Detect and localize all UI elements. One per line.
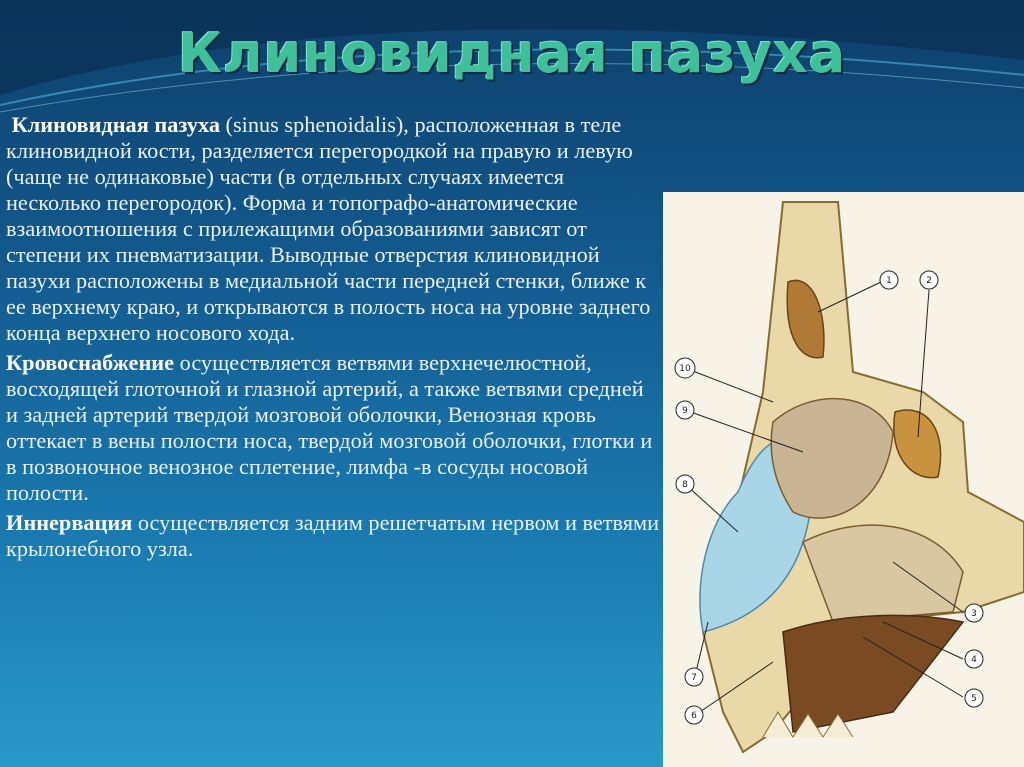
label-7: 7 bbox=[691, 673, 697, 683]
anatomy-illustration bbox=[663, 192, 1024, 767]
label-1: 1 bbox=[886, 276, 892, 286]
paragraph-sinus bbox=[6, 112, 661, 346]
label-8: 8 bbox=[682, 480, 688, 490]
slide-title: Клиновидная пазуха bbox=[177, 22, 847, 85]
label-2: 2 bbox=[926, 276, 932, 286]
label-6: 6 bbox=[691, 711, 697, 721]
label-8-marker bbox=[676, 475, 694, 493]
label-5-marker bbox=[965, 689, 983, 707]
label-10: 10 bbox=[679, 364, 691, 374]
label-1-marker bbox=[880, 271, 898, 289]
body-text bbox=[6, 112, 661, 566]
label-2-marker bbox=[920, 271, 938, 289]
paragraph-innervation-body: осуществляется задним решетчатым нервом и ветвями крылонебного узла. bbox=[6, 510, 660, 561]
term-blood-supply: Кровоснабжение bbox=[6, 350, 175, 375]
label-4-marker bbox=[965, 650, 983, 668]
paragraph-blood-supply-body: осуществляется ветвями верхнечелюстной, восходящей глоточной и глазной артерий, а также ветвями средней и задней артерий твердой мозговой оболочки, Венозная кровь оттекает в вены полости носа, твердой мозговой оболочки, глотки и в позвоночное венозное сплетение, лимфа -в сосуды носовой полости. bbox=[6, 350, 653, 505]
paragraph-sinus-body: (sinus sphenoidalis), расположенная в теле клиновидной кости, разделяется перегородкой на правую и левую (чаще не одинаковые) части (в отдельных случаях имеется несколько перегородок). Форма и топографо-анатомические взаимоотношения с прилежащими образованиями зависят от степени их пневматизации. Выводные отверстия клиновидной пазухи расположены в медиальной части передней стенки, ближе к ее верхнему краю, и открываются в полость носа на уровне заднего конца верхнего носового хода. bbox=[6, 112, 651, 345]
label-9: 9 bbox=[682, 406, 688, 416]
label-5: 5 bbox=[971, 694, 977, 704]
paragraph-innervation bbox=[6, 510, 661, 562]
label-4: 4 bbox=[971, 655, 977, 665]
paragraph-blood-supply bbox=[6, 350, 661, 506]
term-innervation: Иннервация bbox=[6, 510, 133, 535]
label-9-marker bbox=[676, 401, 694, 419]
label-10-marker bbox=[675, 358, 695, 378]
label-3-marker bbox=[965, 604, 983, 622]
sphenoid-sinus-diagram bbox=[663, 192, 1024, 767]
label-7-marker bbox=[685, 668, 703, 686]
label-6-marker bbox=[685, 706, 703, 724]
label-3: 3 bbox=[971, 609, 977, 619]
term-sinus: Клиновидная пазуха bbox=[11, 112, 220, 137]
